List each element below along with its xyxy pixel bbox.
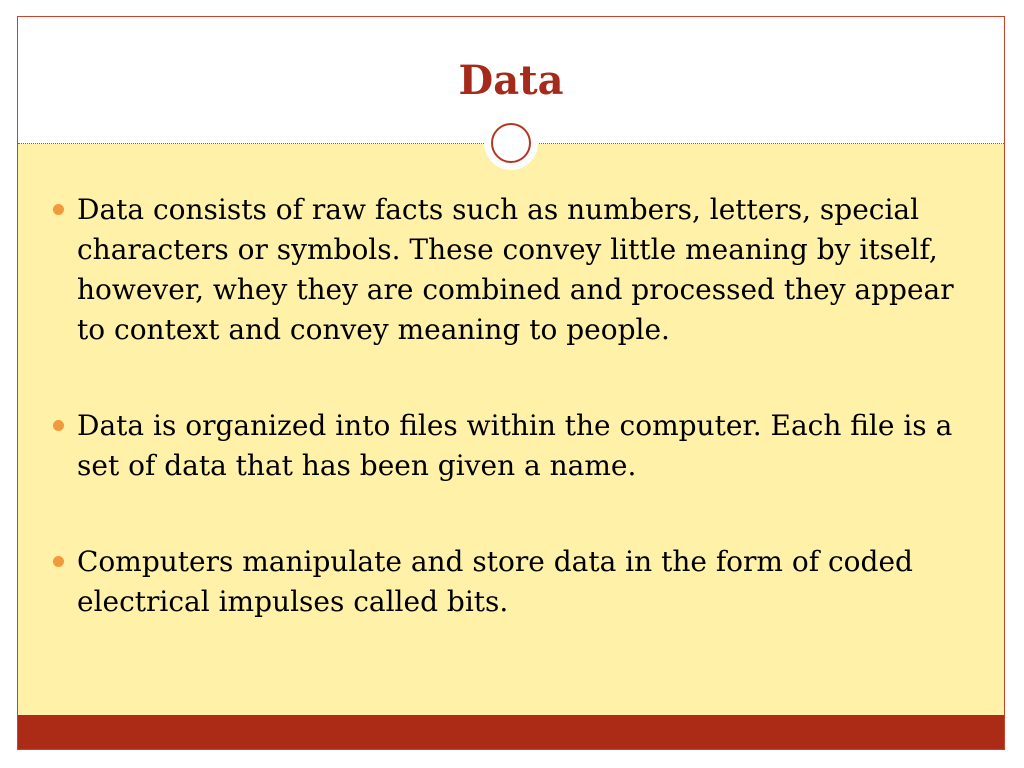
bullet-item [53, 542, 973, 622]
content-area [18, 144, 1004, 715]
ornament-ring [491, 123, 531, 163]
footer-bar [18, 715, 1004, 749]
bullet-dot-icon [53, 556, 64, 567]
bullet-list [53, 190, 973, 678]
bullet-item [53, 406, 973, 486]
circle-ornament-icon [484, 116, 538, 170]
slide-title: Data [458, 57, 564, 104]
bullet-text: Data is organized into files within the computer. Each file is a set of data that has been given a name. [77, 409, 953, 482]
bullet-dot-icon [53, 420, 64, 431]
bullet-item [53, 190, 973, 350]
bullet-text: Computers manipulate and store data in the form of coded electrical impulses called bits. [77, 545, 913, 618]
bullet-dot-icon [53, 204, 64, 215]
slide-frame [17, 16, 1005, 750]
bullet-text: Data consists of raw facts such as numbers, letters, special characters or symbols. These convey little meaning by itself, however, whey they are combined and processed they appear to context and convey meaning to people. [77, 193, 954, 346]
